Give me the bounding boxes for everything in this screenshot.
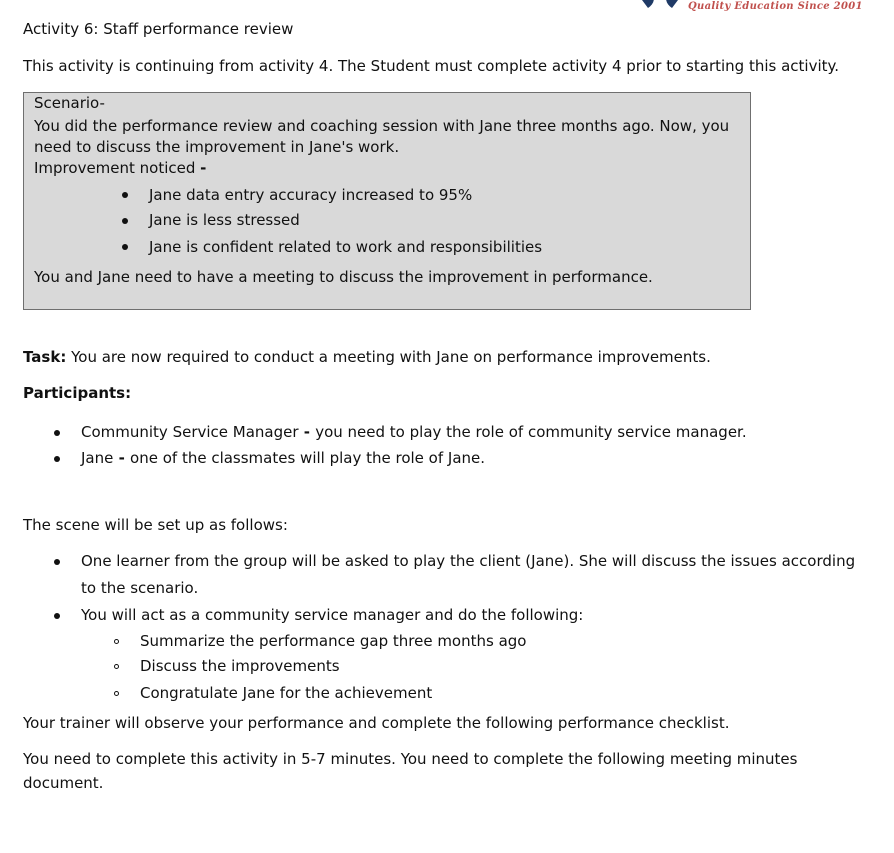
complete-line-2: document. — [23, 774, 104, 792]
scenario-closing: You and Jane need to have a meeting to discuss the improvement in performance. — [34, 268, 653, 286]
task-label: Task: — [23, 348, 67, 366]
bullet-icon — [54, 559, 60, 565]
improvement-dash: - — [200, 159, 207, 177]
scenario-heading: Scenario- — [34, 94, 105, 112]
participant-role: Jane — [81, 449, 114, 467]
intro-text: This activity is continuing from activity 4. The Student must complete activity 4 prior to starting this activity. — [23, 57, 840, 75]
bullet-icon — [54, 430, 60, 436]
complete-line-1: You need to complete this activity in 5-7 minutes. You need to complete the following meeting minutes — [23, 750, 798, 768]
bullet-icon — [54, 613, 60, 619]
participant-dash: - — [113, 449, 131, 467]
participant-item-1 — [81, 422, 747, 442]
sub-bullet-icon — [114, 664, 119, 669]
bullet-icon — [54, 456, 60, 462]
improvement-item-3: Jane is confident related to work and responsibilities — [149, 238, 543, 256]
improvement-label-text: Improvement noticed — [34, 159, 201, 177]
scene-subitem-3: Congratulate Jane for the achievement — [140, 684, 433, 702]
task-text: You are now required to conduct a meeting with Jane on performance improvements. — [66, 348, 711, 366]
participants-heading: Participants: — [23, 384, 132, 402]
participant-dash: - — [298, 423, 316, 441]
participant-desc: you need to play the role of community service manager. — [315, 423, 747, 441]
scene-item-1-line-1: One learner from the group will be asked to play the client (Jane). She will discuss the issues according — [81, 552, 856, 570]
scene-item-2: You will act as a community service manager and do the following: — [81, 606, 584, 624]
bullet-icon — [122, 244, 128, 250]
sub-bullet-icon — [114, 639, 119, 644]
participant-item-2 — [81, 448, 485, 468]
scene-subitem-2: Discuss the improvements — [140, 657, 340, 675]
scene-item-1-line-2: to the scenario. — [81, 579, 199, 597]
scene-subitem-1: Summarize the performance gap three months ago — [140, 632, 527, 650]
activity-title: Activity 6: Staff performance review — [23, 20, 294, 38]
scenario-line-2: need to discuss the improvement in Jane's work. — [34, 138, 400, 156]
improvement-item-1: Jane data entry accuracy increased to 95% — [149, 186, 473, 204]
bullet-icon — [122, 218, 128, 224]
sub-bullet-icon — [114, 691, 119, 696]
scenario-box — [23, 92, 751, 310]
observe-text: Your trainer will observe your performance and complete the following performance checklist. — [23, 714, 730, 732]
task-line — [23, 347, 711, 367]
scene-intro: The scene will be set up as follows: — [23, 516, 288, 534]
participant-role: Community Service Manager — [81, 423, 299, 441]
participant-desc: one of the classmates will play the role of Jane. — [130, 449, 486, 467]
scenario-line-1: You did the performance review and coaching session with Jane three months ago. Now, you — [34, 117, 730, 135]
improvement-item-2: Jane is less stressed — [149, 211, 300, 229]
improvement-label — [34, 158, 206, 178]
institute-logo-icon — [640, 0, 680, 12]
bullet-icon — [122, 192, 128, 198]
logo-tagline: Quality Education Since 2001 — [688, 1, 863, 12]
logo — [640, 0, 863, 14]
